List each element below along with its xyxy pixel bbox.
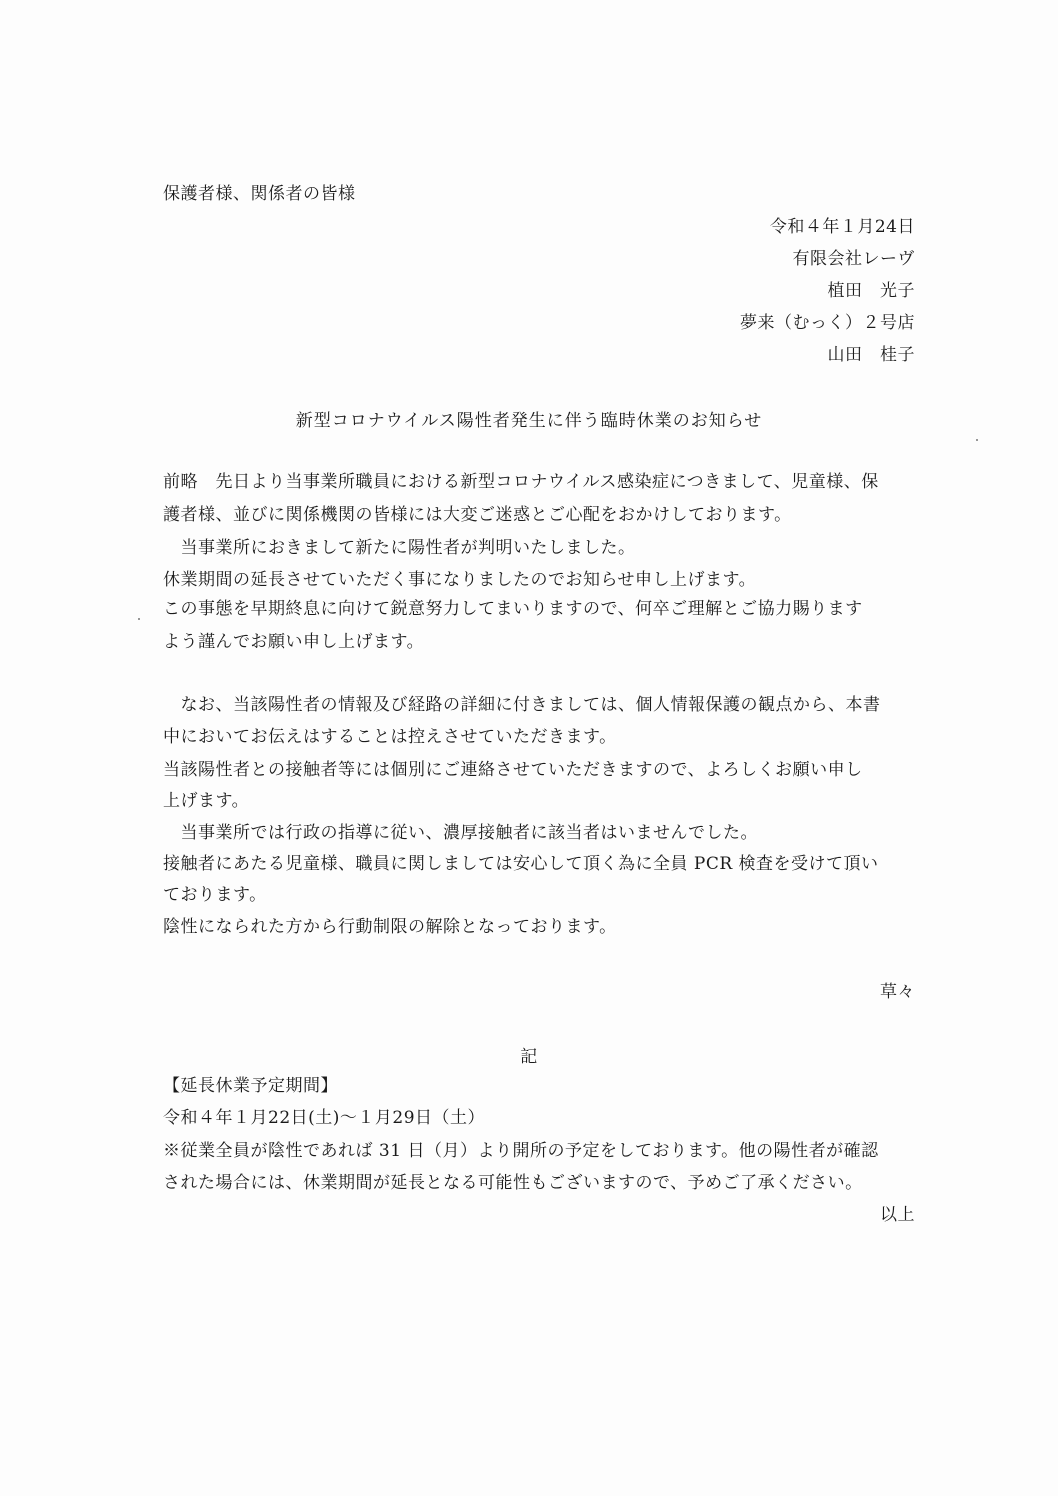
company-name: 有限会社レーヴ	[792, 249, 915, 269]
body-line: 当事業所では行政の指導に従い、濃厚接触者に該当者はいませんでした。	[163, 823, 758, 843]
body-line: 上げます。	[163, 791, 250, 811]
body-line: ております。	[163, 885, 267, 905]
body-line: 休業期間の延長させていただく事になりましたのでお知らせ申し上げます。	[163, 570, 757, 590]
body-line: 護者様、並びに関係機関の皆様には大変ご迷惑とご心配をおかけしております。	[163, 505, 792, 525]
note-line: ※従業全員が陰性であれば 31 日（月）より開所の予定をしております。他の陽性者が確認	[163, 1141, 879, 1161]
notice-title: 新型コロナウイルス陽性者発生に伴う臨時休業のお知らせ	[295, 411, 763, 431]
manager-name: 山田 桂子	[827, 345, 915, 365]
body-line: よう謹んでお願い申し上げます。	[163, 632, 425, 652]
body-line: 中においてお伝えはすることは控えさせていただきます。	[163, 727, 617, 747]
period-dates: 令和４年１月22日(土)～１月29日（土）	[163, 1108, 486, 1128]
representative-name: 植田 光子	[827, 281, 915, 301]
body-line: なお、当該陽性者の情報及び経路の詳細に付きましては、個人情報保護の観点から、本書	[163, 695, 881, 715]
body-line: 接触者にあたる児童様、職員に関しましては安心して頂く為に全員 PCR 検査を受けて頂い	[163, 854, 879, 874]
body-line: 陰性になられた方から行動制限の解除となっております。	[163, 917, 617, 937]
body-line: 当該陽性者との接触者等には個別にご連絡させていただきますので、よろしくお願い申し	[163, 760, 863, 780]
branch-name: 夢来（むっく）２号店	[740, 313, 915, 333]
end-mark: 以上	[880, 1205, 915, 1225]
body-line: 前略 先日より当事業所職員における新型コロナウイルス感染症につきまして、児童様、保	[163, 472, 879, 492]
note-line: された場合には、休業期間が延長となる可能性もございますので、予めご了承ください。	[163, 1173, 863, 1193]
scan-speck	[976, 439, 978, 441]
ki-heading: 記	[520, 1047, 538, 1067]
body-line: この事態を早期終息に向けて鋭意努力してまいりますので、何卒ご理解とご協力賜ります	[163, 599, 863, 619]
date: 令和４年１月24日	[769, 217, 915, 237]
scan-speck	[138, 618, 140, 620]
period-heading: 【延長休業予定期間】	[163, 1076, 338, 1096]
body-line: 当事業所におきまして新たに陽性者が判明いたしました。	[163, 538, 636, 558]
addressee: 保護者様、関係者の皆様	[163, 184, 356, 204]
closing-word: 草々	[880, 982, 915, 1002]
